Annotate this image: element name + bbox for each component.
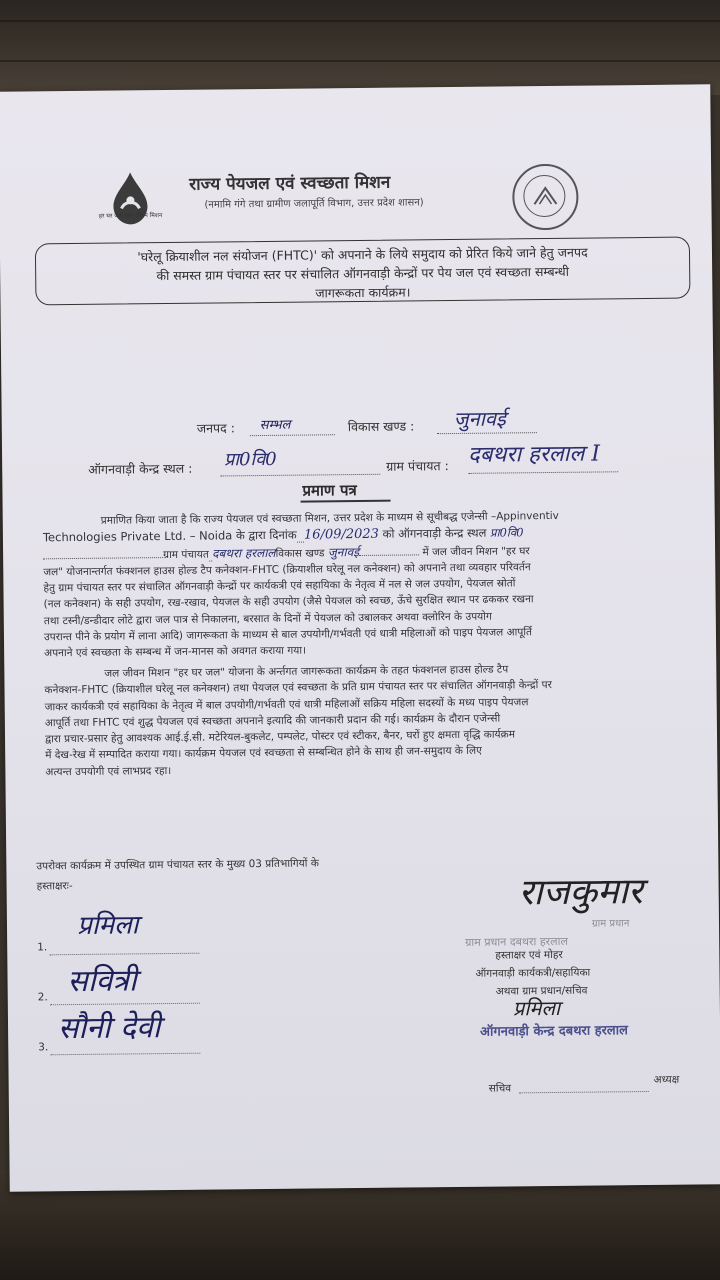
participants-sign-label: हस्ताक्षरः- (36, 880, 73, 893)
participant-number: 3. (38, 1041, 49, 1054)
jal-jeevan-mission-logo (105, 170, 156, 231)
paragraph-line: तथा टस्नी/डन्डीदार लोटे द्वारा जल पात्र से निकालना, बरसात के दिनों में पेयजल को उबालकर अथवा क्लोरिन के उपयोग (43, 610, 492, 628)
certificate-paragraph-2 (44, 660, 675, 781)
paragraph-line: जल जीवन मिशन "हर घर जल" योजना के अर्न्तगत जागरूकता कार्यक्रम के तहत फंक्शनल हाउस होल्ड टैप (104, 663, 509, 680)
gram-panchayat-label: ग्राम पंचायत : (386, 458, 449, 474)
paragraph-line: हेतु ग्राम पंचायत स्तर पर संचालित ऑगनवाड़ी केन्द्रों पर कार्यकत्री एवं सहायिका के नेतृत्व में नल से जल उपयोग, पेयजल स्रोतों (43, 577, 516, 595)
paragraph-line: कनेक्शन-FHTC (क्रियाशील घरेलू नल कनेक्शन) तथा पेयजल एवं स्वच्छता के प्रति ग्राम पंचायत स्तर पर संचालित ऑगनवाड़ी केन्द्रों पर (44, 679, 552, 697)
adhyaksh-label: अध्यक्ष (653, 1073, 680, 1086)
faint-stamp-text: ग्राम प्रधान (591, 918, 630, 930)
participants-intro: उपरोक्त कार्यक्रम में उपस्थित ग्राम पंचायत स्तर के मुख्य 03 प्रतिभागियों के (36, 857, 319, 873)
signature-label: ऑगनवाड़ी कार्यकत्री/सहायिका (475, 966, 591, 980)
floor-seam (0, 20, 720, 22)
paragraph-line: अपनाने एवं स्वच्छता के सम्बन्ध में जन-मानस को अवगत कराया गया। (44, 644, 307, 660)
paragraph-line: उपरान्त पीने के प्रयोग में लाना आदि) जागरूकता के माध्यम से बाल उपयोगी/गर्भवती एवं धात्री महिलाओं को पाइप पेयजल आपूर्ति (43, 626, 533, 644)
signature-label: हस्ताक्षर एवं मोहर (495, 948, 563, 962)
certificate-page (0, 84, 720, 1191)
banner-line: जागरूकता कार्यक्रम। (315, 284, 411, 301)
participant-number: 1. (37, 941, 48, 954)
signature-line (49, 952, 199, 956)
participant-signature-3: सौनी देवी (57, 1010, 161, 1047)
certificate-title: प्रमाण पत्र (302, 481, 357, 500)
program-date: 16/09/2023 (303, 527, 379, 543)
janpad-label: जनपद : (196, 420, 236, 436)
anganwadi-worker-signature: प्रमिला (512, 995, 561, 1021)
paragraph-line: जाकर कार्यकत्री एवं सहायिका के नेतृत्व में बाल उपयोगी/गर्भवती एवं धात्री महिलाओं सक्रिय महिला सदस्यों के मध्य पाइप पेयजल (44, 695, 529, 713)
paragraph-line: ग्राम पंचायत दबथरा हरलालविकास खण्ड जुनावई में जल जीवन मिशन "हर घर (43, 540, 673, 564)
floor-seam (0, 60, 720, 62)
paragraph-line: आपूर्ति तथा FHTC एवं शुद्ध पेयजल एवं स्वच्छता अपनाने इत्यादि की जानकारी प्रदान की गई। कार्यक्रम के दौरान एजेन्सी (44, 712, 501, 730)
program-banner (35, 237, 691, 306)
anganwadi-value: प्रा0वि0 (224, 448, 277, 471)
participant-signature-2: सवित्री (67, 963, 137, 1000)
up-govt-seal (512, 164, 579, 231)
banner-line: की समस्त ग्राम पंचायत स्तर पर संचालित ऑगनवाड़ी केन्द्रों पर पेय जल एवं स्वच्छता सम्बन्धी (156, 263, 570, 284)
paragraph-line: जल" योजनान्तर्गत फंक्शनल हाउस होल्ड टैप कनेक्शन-FHTC (क्रियाशील घरेलू नल कनेक्शन) को अपनाने तथा व्यवहार परिवर्तन (43, 561, 531, 579)
logo-caption: हर घर जल जल जीवन मिशन (98, 212, 163, 220)
floor-background-top (0, 0, 720, 95)
gram-pradhan-signature: राजकुमार (518, 871, 643, 914)
vikas-khand-value: जुनावई (453, 406, 506, 432)
janpad-value: सम्भल (259, 417, 291, 434)
paragraph-line: (नल कनेक्शन) के सही उपयोग, रख-रखाव, पेयजल के सही उपयोग (जैसे पेयजल को स्वच्छ, ऊँचे सुरक्षित स्थान पर ढककर रखना (43, 593, 534, 611)
faint-stamp-text: ग्राम प्रधान दबथरा हरलाल (465, 934, 568, 949)
paragraph-line: Technologies Private Ltd. – Noida के द्वारा दिनांक 16/09/2023 को ऑगनवाड़ी केन्द्र स्थल प्रा0वि0 (42, 525, 524, 545)
paragraph-line: अत्यन्त उपयोगी एवं लाभप्रद रहा। (45, 764, 172, 779)
signature-line (519, 1090, 649, 1093)
anganwadi-stamp: ऑगनवाड़ी केन्द्र दबथरा हरलाल (480, 1023, 628, 1040)
paragraph-line: प्रमाणित किया जाता है कि राज्य पेयजल एवं स्वच्छता मिशन, उत्तर प्रदेश के माध्यम से सूचीबद्ध एजेन्सी –Appinventiv (100, 509, 559, 527)
signature-line (50, 1052, 200, 1056)
paragraph-line: में देख-रेख में सम्पादित कराया गया। कार्यक्रम पेयजल एवं स्वच्छता से सम्बन्धित होने के साथ ही जन-समुदाय के लिए (45, 745, 482, 762)
participant-number: 2. (37, 991, 48, 1004)
org-subtitle: (नमामि गंगे तथा ग्रामीण जलापूर्ति विभाग, उत्तर प्रदेश शासन) (204, 197, 424, 211)
org-title: राज्य पेयजल एवं स्वच्छता मिशन (189, 172, 391, 195)
gram-panchayat-value: दबथरा हरलाल I (467, 441, 601, 468)
sachiv-label: सचिव (488, 1082, 512, 1095)
signature-label: अथवा ग्राम प्रधान/सचिव (495, 984, 588, 998)
certificate-paragraph-1 (43, 507, 675, 662)
anganwadi-label: ऑगनवाड़ी केन्द्र स्थल : (88, 460, 193, 477)
vikas-khand-label: विकास खण्ड : (347, 418, 415, 435)
banner-line: 'घरेलू क्रियाशील नल संयोजन (FHTC)' को अपनाने के लिये समुदाय को प्रेरित किये जाने हेतु जनपद (137, 244, 588, 265)
participant-signature-1: प्रमिला (76, 910, 139, 941)
title-underline (301, 500, 391, 502)
paragraph-line: द्वारा प्रचार-प्रसार हेतु आवश्यक आई.ई.सी. मटेरियल-बुकलेट, पम्पलेट, पोस्टर एवं स्टीकर, बैनर, घरों हुए क्षमता वृद्धि कार्यक्रम (44, 728, 516, 746)
